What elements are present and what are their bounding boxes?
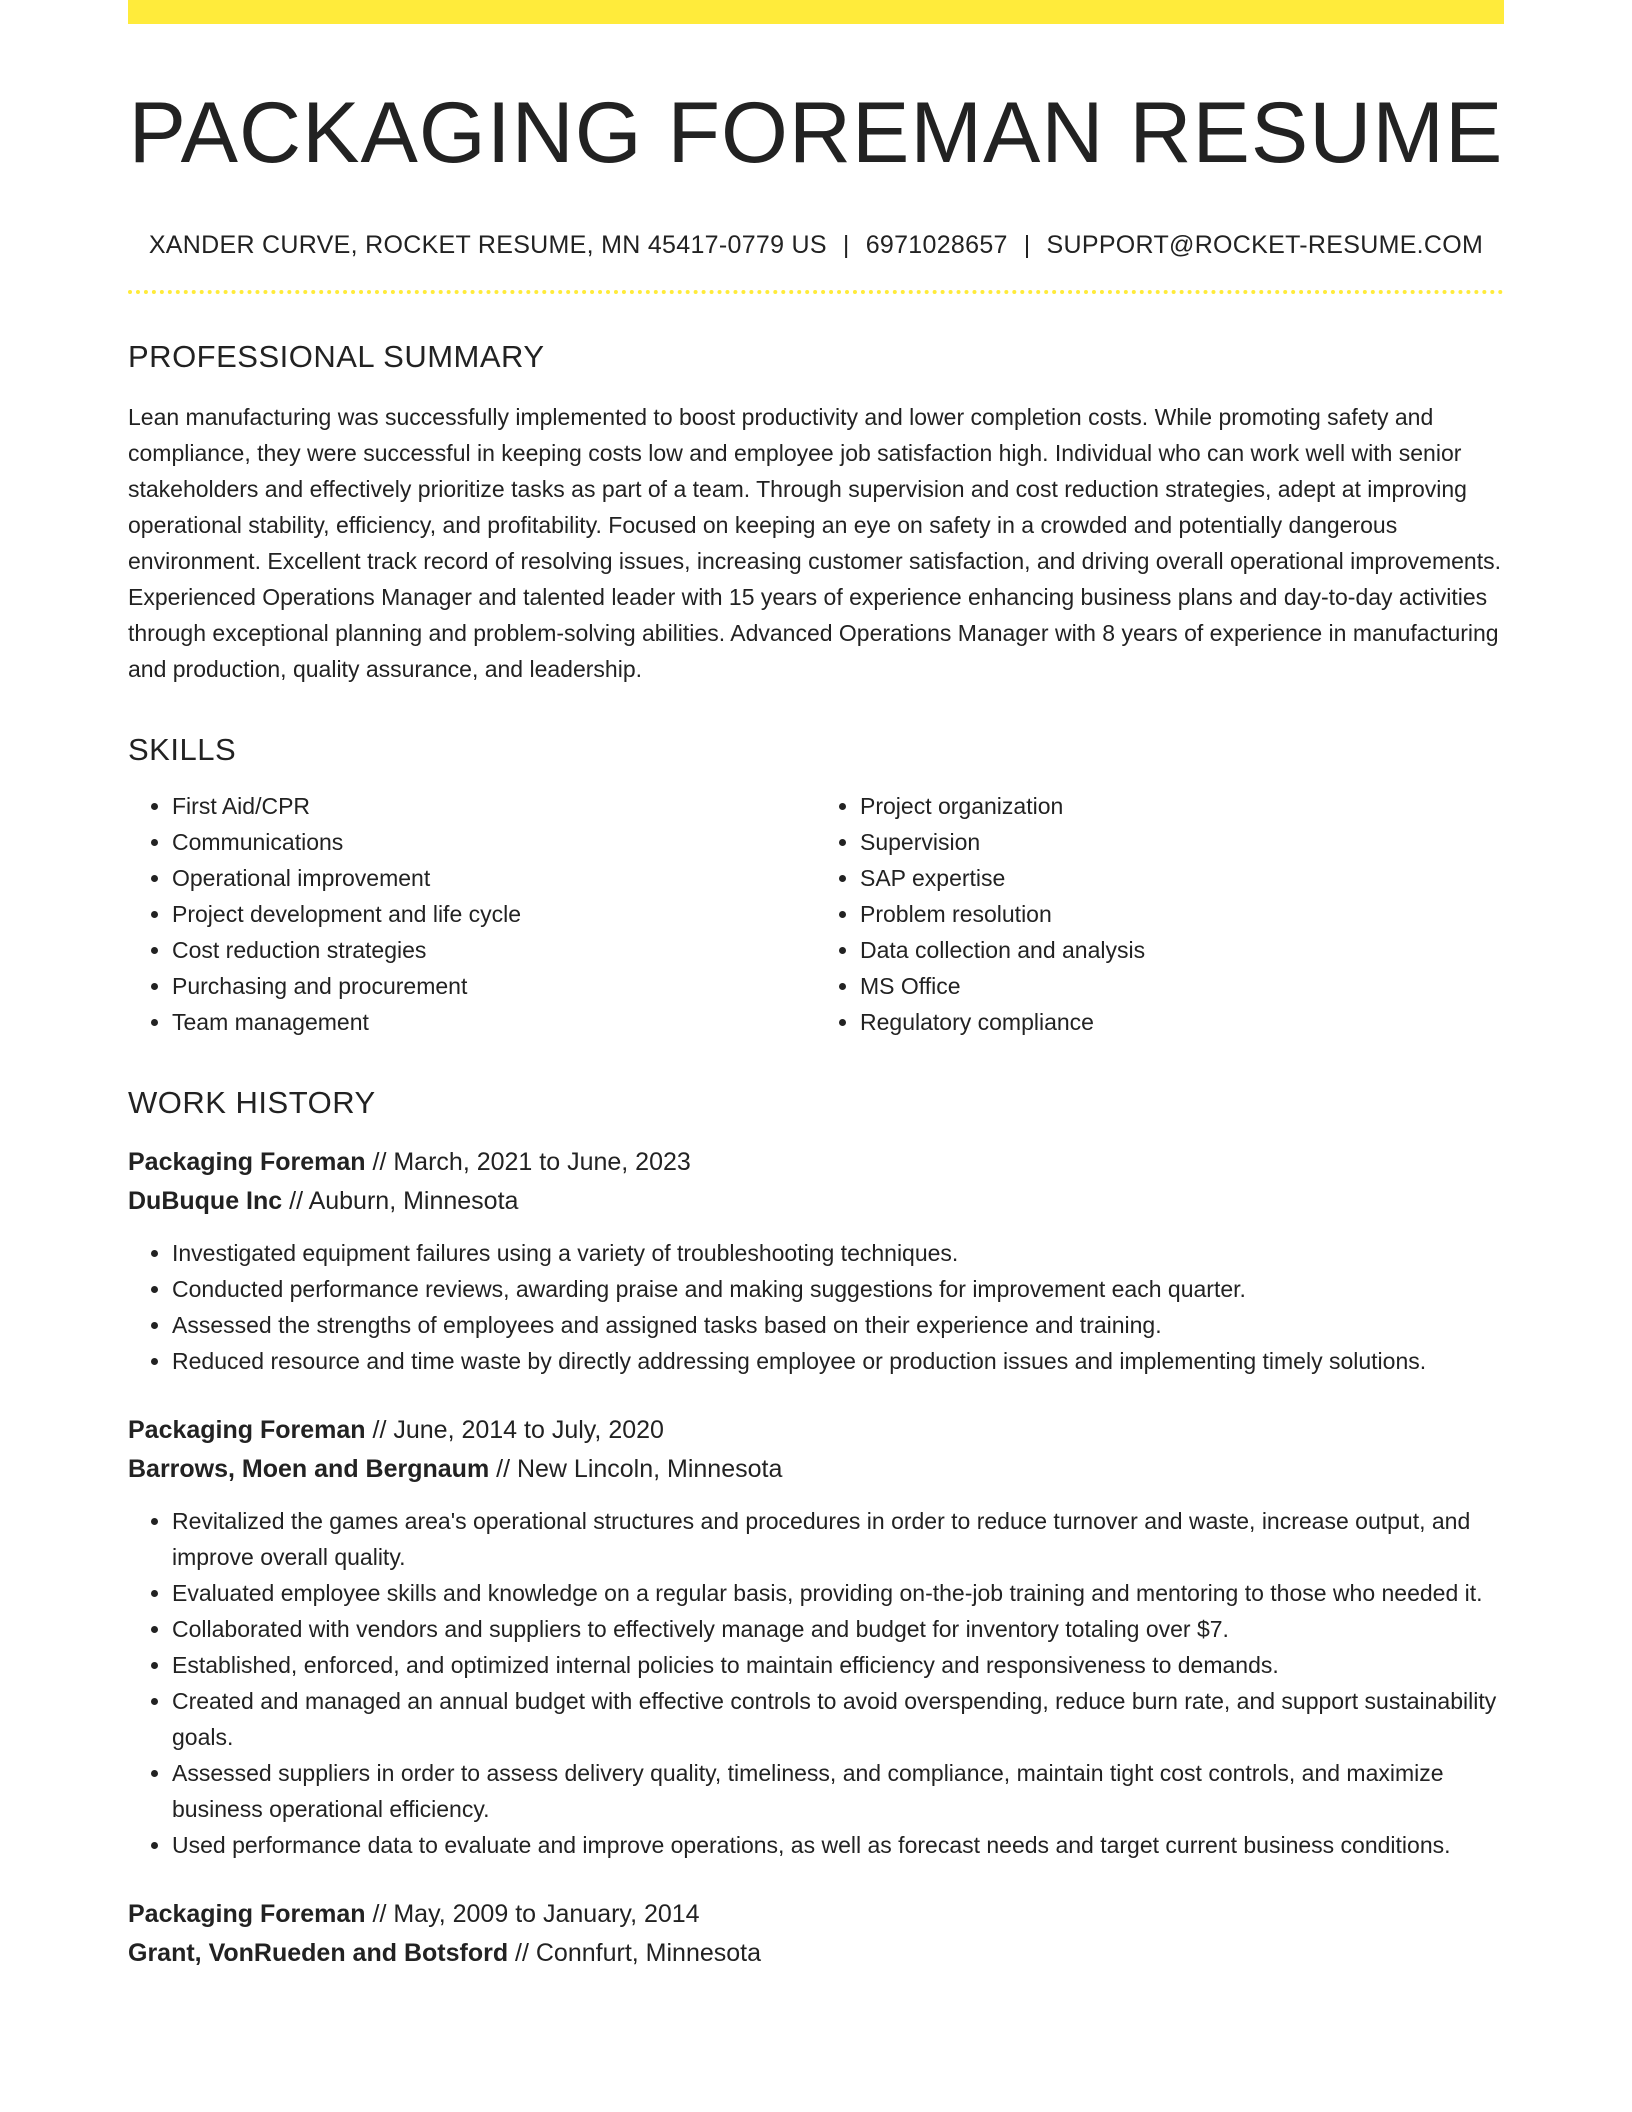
skill-item: • Project development and life cycle [172,896,816,932]
skill-item: • MS Office [860,968,1504,1004]
job-bullets [128,1235,1504,1379]
skill-item: • First Aid/CPR [172,788,816,824]
contact-phone: 6971028657 [865,230,1008,259]
work-history-heading: WORK HISTORY [128,1084,376,1120]
accent-top-bar [128,0,1504,24]
job-title: Packaging Foreman [128,1416,366,1445]
skill-item: • Operational improvement [172,860,816,896]
contact-separator: | [842,230,850,259]
job-company: Grant, VonRueden and Botsford [128,1939,509,1968]
job-company-line [128,1450,1504,1489]
skill-item: • SAP expertise [860,860,1504,896]
resume-title: PACKAGING FOREMAN RESUME [128,85,1504,181]
job-location: // Auburn, Minnesota [282,1187,519,1216]
resume-page [128,0,1504,1973]
skills-columns [128,788,1504,1040]
contact-separator: | [1023,230,1031,259]
skills-list-left [128,788,816,1040]
contact-line [128,231,1504,260]
job-bullet: • Used performance data to evaluate and improve operations, as well as forecast needs and target current business conditions. [172,1827,1504,1863]
skill-item: • Problem resolution [860,896,1504,932]
job-location: // Connfurt, Minnesota [508,1939,761,1968]
job-bullet: • Investigated equipment failures using a variety of troubleshooting techniques. [172,1235,1504,1271]
job-bullet: • Revitalized the games area's operational structures and procedures in order to reduce turnover and waste, increase output, and improve overall quality. [172,1503,1504,1575]
contact-address: XANDER CURVE, ROCKET RESUME, MN 45417-0779 US [148,230,827,259]
skill-item: • Supervision [860,824,1504,860]
job-title-line [128,1143,1504,1182]
job-bullet: • Assessed the strengths of employees and assigned tasks based on their experience and training. [172,1307,1504,1343]
job-bullet: • Established, enforced, and optimized internal policies to maintain efficiency and responsiveness to demands. [172,1647,1504,1683]
job-dates: // March, 2021 to June, 2023 [365,1148,691,1177]
skill-item: • Communications [172,824,816,860]
summary-heading: PROFESSIONAL SUMMARY [128,338,545,374]
job-title-line [128,1411,1504,1450]
job-bullet: • Evaluated employee skills and knowledge on a regular basis, providing on-the-job training and mentoring to those who needed it. [172,1575,1504,1611]
skill-item: • Cost reduction strategies [172,932,816,968]
summary-text: Lean manufacturing was successfully implemented to boost productivity and lower completion costs. While promoting safety and compliance, they were successful in keeping costs low and employee job satisfaction high. Individual who can work well with senior stakeholders and effectively prioritize tasks as part of a team. Through supervision and cost reduction strategies, adept at improving operational stability, efficiency, and profitability. Focused on keeping an eye on safety in a crowded and potentially dangerous environment. Excellent track record of resolving issues, increasing customer satisfaction, and driving overall operational improvements. Experienced Operations Manager and talented leader with 15 years of experience enhancing business plans and day-to-day activities through exceptional planning and problem-solving abilities. Advanced Operations Manager with 8 years of experience in manufacturing and production, quality assurance, and leadership. [128,403,1501,682]
contact-email: SUPPORT@ROCKET-RESUME.COM [1046,230,1484,259]
skill-item: • Data collection and analysis [860,932,1504,968]
job-bullet: • Assessed suppliers in order to assess delivery quality, timeliness, and compliance, maintain tight cost controls, and maximize business operational efficiency. [172,1755,1504,1827]
job-title: Packaging Foreman [128,1148,366,1177]
job-bullet: • Conducted performance reviews, awarding praise and making suggestions for improvement each quarter. [172,1271,1504,1307]
skill-item: • Project organization [860,788,1504,824]
job-bullet: • Collaborated with vendors and suppliers to effectively manage and budget for inventory totaling over $7. [172,1611,1504,1647]
job-bullets [128,1503,1504,1863]
skill-item: • Purchasing and procurement [172,968,816,1004]
skills-list-right [816,788,1504,1040]
skills-heading: SKILLS [128,731,237,767]
job-entry [128,1143,1504,1379]
job-location: // New Lincoln, Minnesota [489,1455,783,1484]
skill-item: • Regulatory compliance [860,1004,1504,1040]
job-title: Packaging Foreman [128,1900,366,1929]
dotted-divider [128,290,1504,294]
job-bullet: • Reduced resource and time waste by directly addressing employee or production issues and implementing timely solutions. [172,1343,1504,1379]
job-company-line [128,1934,1504,1973]
job-company: Barrows, Moen and Bergnaum [128,1455,490,1484]
skill-item: • Team management [172,1004,816,1040]
job-dates: // June, 2014 to July, 2020 [365,1416,664,1445]
job-title-line [128,1895,1504,1934]
job-company-line [128,1182,1504,1221]
job-entry [128,1895,1504,1973]
job-bullet: • Created and managed an annual budget with effective controls to avoid overspending, reduce burn rate, and support sustainability goals. [172,1683,1504,1755]
job-dates: // May, 2009 to January, 2014 [365,1900,700,1929]
job-company: DuBuque Inc [128,1187,283,1216]
job-entry [128,1411,1504,1863]
